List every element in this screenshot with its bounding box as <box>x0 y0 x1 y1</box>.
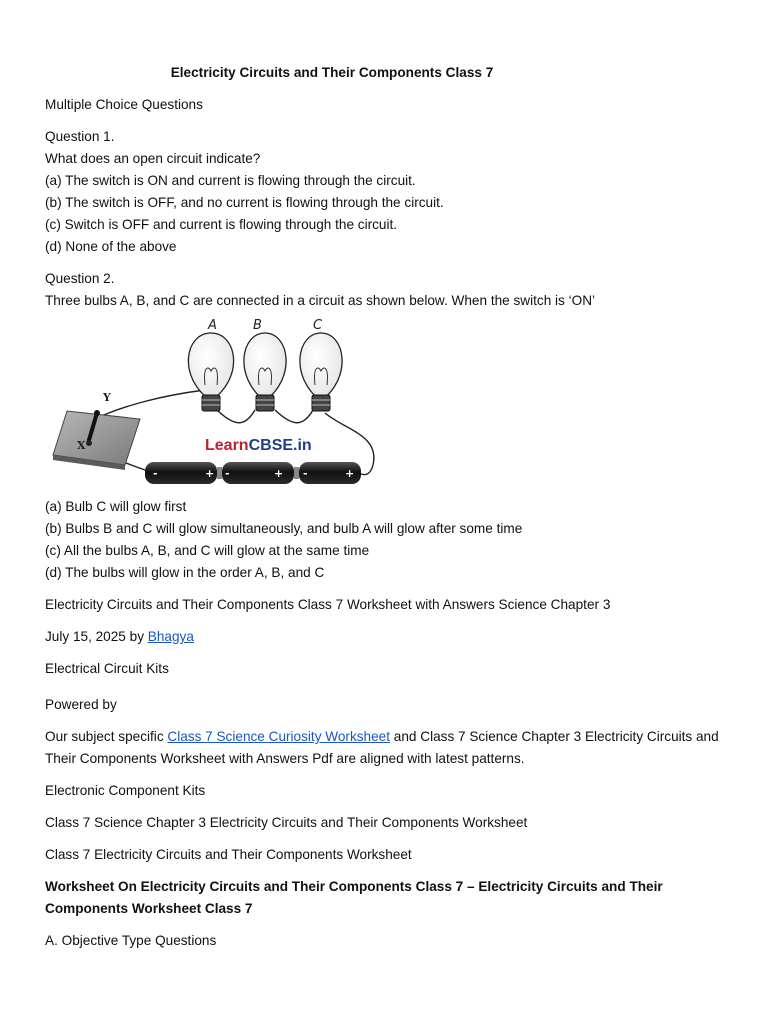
byline-date: July 15, 2025 by <box>45 629 148 644</box>
curiosity-worksheet-link[interactable]: Class 7 Science Curiosity Worksheet <box>167 729 391 744</box>
question-2-option-a: (a) Bulb C will glow first <box>45 499 187 514</box>
intro-text-after: and Class 7 Science Chapter 3 Electricity Circuits and Their Components Worksheet with Answers Pdf are aligned with latest patterns. <box>45 729 719 766</box>
svg-text:+: + <box>345 467 355 480</box>
switch-label-x: X <box>77 439 86 452</box>
battery-cells <box>145 462 361 484</box>
question-1-label: Question 1. <box>45 129 115 144</box>
intro-text-before: Our subject specific <box>45 729 168 744</box>
switch-label-y: Y <box>103 391 111 404</box>
svg-text:-: - <box>225 467 230 480</box>
svg-text:-: - <box>303 467 308 480</box>
bulb-label-c: C <box>313 318 323 333</box>
question-1-option-c: (c) Switch is OFF and current is flowing through the circuit. <box>45 217 398 232</box>
question-2-label: Question 2. <box>45 271 115 286</box>
question-1-option-d: (d) None of the above <box>45 239 177 254</box>
class-7-worksheet-line: Class 7 Electricity Circuits and Their Components Worksheet <box>45 847 412 862</box>
bulb-label-b: B <box>253 318 262 333</box>
page-title: Electricity Circuits and Their Components Class 7 <box>170 65 494 80</box>
powered-by-label: Powered by <box>45 697 117 712</box>
ad-electrical-circuit-kits[interactable]: Electrical Circuit Kits <box>45 661 169 676</box>
worksheet-heading: Electricity Circuits and Their Components Class 7 Worksheet with Answers Science Chapter 3 <box>45 597 611 612</box>
circuit-diagram-figure <box>45 315 385 493</box>
author-link[interactable]: Bhagya <box>147 629 194 644</box>
section-heading-mcq: Multiple Choice Questions <box>45 97 203 112</box>
circuit-diagram <box>45 315 385 493</box>
bulb-label-a: A <box>208 318 217 333</box>
ad-electronic-component-kits[interactable]: Electronic Component Kits <box>45 783 206 798</box>
byline <box>45 626 725 648</box>
svg-text:-: - <box>153 467 158 480</box>
bulb-c <box>300 333 342 411</box>
worksheet-page <box>45 62 725 952</box>
worksheet-bold-heading: Worksheet On Electricity Circuits and Their Components Class 7 – Electricity Circuits and Their Components Worksheet Class 7 <box>45 879 663 916</box>
bulb-b <box>244 333 286 411</box>
question-1-option-a: (a) The switch is ON and current is flowing through the circuit. <box>45 173 416 188</box>
learncbse-watermark: LearnCBSE.in <box>205 437 312 454</box>
bulb-a <box>188 333 233 411</box>
question-1-text: What does an open circuit indicate? <box>45 151 261 166</box>
svg-text:+: + <box>205 467 215 480</box>
switch-board <box>53 410 140 470</box>
question-2-option-b: (b) Bulbs B and C will glow simultaneously, and bulb A will glow after some time <box>45 521 523 536</box>
chapter-3-worksheet-line: Class 7 Science Chapter 3 Electricity Circuits and Their Components Worksheet <box>45 815 528 830</box>
question-1-option-b: (b) The switch is OFF, and no current is flowing through the circuit. <box>45 195 444 210</box>
svg-text:+: + <box>274 467 284 480</box>
objective-questions-heading: A. Objective Type Questions <box>45 933 217 948</box>
question-2-option-d: (d) The bulbs will glow in the order A, B, and C <box>45 565 325 580</box>
question-2-option-c: (c) All the bulbs A, B, and C will glow at the same time <box>45 543 370 558</box>
question-2-text: Three bulbs A, B, and C are connected in a circuit as shown below. When the switch is ‘ON’ <box>45 293 596 308</box>
intro-paragraph <box>45 726 725 770</box>
